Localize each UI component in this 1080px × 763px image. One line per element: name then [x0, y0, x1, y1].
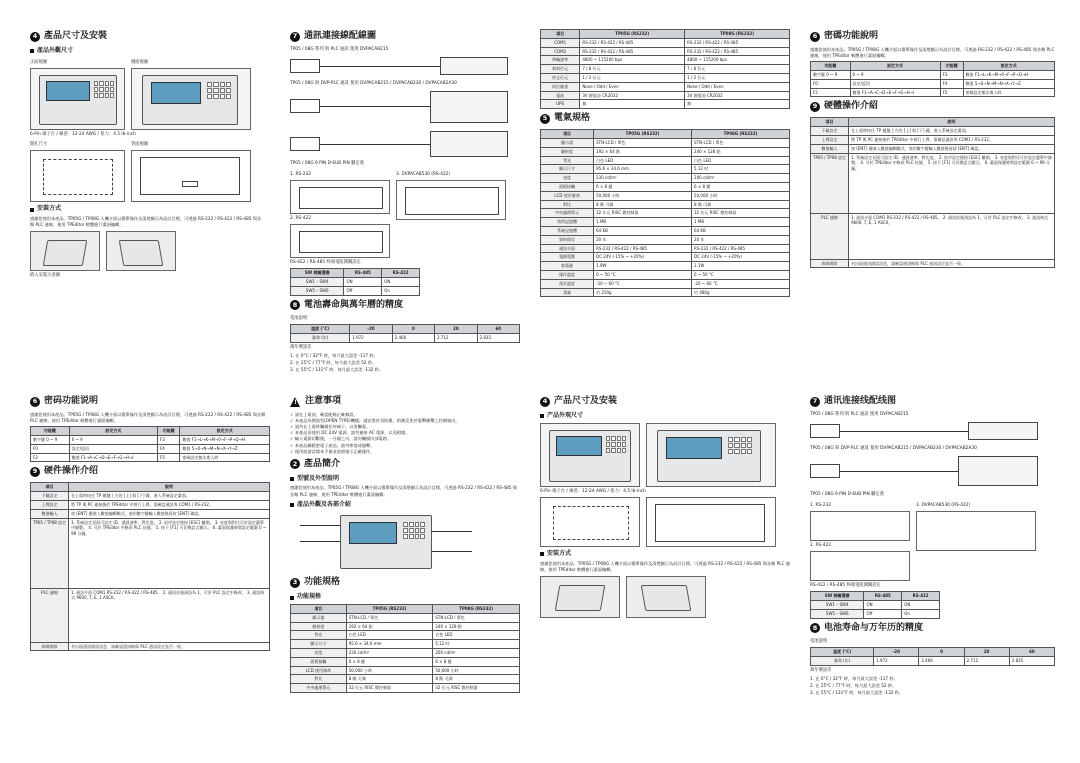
- device-keypad: [94, 81, 114, 98]
- caption: 正面視圖: [30, 59, 48, 65]
- cable-diagram-1: [810, 420, 1040, 444]
- panel-figure: [106, 231, 176, 271]
- list-item: ✓ 請在上電前，確認配線正確無誤。: [290, 412, 358, 418]
- device-outline: [39, 75, 117, 125]
- dim-views-2: [30, 140, 265, 202]
- install-text: 感謝您使用本產品。TP05G / TP08G 人機介面以簡單操作及清楚顯示為設計目標，可透過 RS-232 / RS-422 / RS-485 與各類 PLC 連線，使用 TPEditor 軟體進行畫面編輯。: [30, 216, 262, 228]
- section-heading: 9 硬體操作介紹: [810, 100, 1055, 113]
- section-heading: 6 密碼功能說明: [810, 30, 1055, 43]
- panel-bottom-b: ! 注意事項 ✓ 請在上電前，確認配線正確無誤。 ✓ 本產品為開放型(OPEN TYPE)機種，請安裝於具防塵、防潮及免於電擊衝擊之控制箱內。 ✓ 請勿在上電時觸摸任何端子，以免觸電。 ✓ 本產品須使用 DC 24V 電源，請勿連接 AC 電源，以免損壞。 ✓ 輸入電源切斷後，一分鐘之內，請勿觸摸內部電路。 ✓ 本產品屬精密電子產品，請勿摔落或撞擊。 ✓ 使用前請詳閱本手冊並依照指示正確操作。 2 產品簡介 型號及外型說明 感謝您使用本產品。TP05G / TP08G 人機介面以簡單操作及清楚顯示為設計目標，可透過 RS-232 / RS-422 / RS-485 與各類 PLC 連線，使用 TPEditor 軟體進行畫面編輯。 產品外觀及各部介紹 3 功能規格 功能規格 項目 TP05G (RS232) TP08G (RS232) 顯示器 STN-LCD / 單色 STN-LCD / 單色 解析度 192 × 64 點 240 × 128 點 背光 白色 LED 白色 LED 顯示尺寸 95.6 × 34.6 mm 5.12 吋 亮度 230 cd/m² 200 cd/m² 面板接觸 6 × 8 鍵 6 × 8 鍵 LCD 使用壽命 50,000 小時 50,000 小時 對比 8 階 可調 8 階 可調 中央處理單元 32 位元 RISC 微控制器 32 位元 RISC 微控制器: [290, 392, 520, 757]
- product-parts-figure: [290, 511, 490, 573]
- cable-caption: TP05 / 08G 9 PIN D-SUB PIN 腳定義: [290, 161, 364, 167]
- section-heading: ! 注意事項: [290, 395, 520, 408]
- cable-diagram-2: [810, 454, 1040, 490]
- side-view-drawing: [646, 423, 776, 487]
- section-heading: 4 產品尺寸及安裝: [30, 30, 265, 43]
- hardware-table-b: 項目 說明 下載設定 在上電時按住 TP 鍵盤上方的 [上] 與 [下] 鍵，進入系統設定畫面。 上傳設定 將 TP 與 PC 連接後於 TPEditor 中執行上傳，需確認通訊埠 COM1 / RS-232。 數值輸入 按 [ENT] 鍵進入數值編輯模式，使用數字鍵輸入數值後再按 [ENT] 確認。 TP05 / TP08 設定 1. 系統設定頁面可設定 ID、通訊速率、對比度。 2. 依序設定後按 [ESC] 離開。 3. 亮度與對比可於設定選單中調整。 4. 可於 TPEditor 中修改 PLC 站號。 5. 按下 [F1] 可切換語言顯示。 6. 畫面保護時間設定範圍 0 ~ 99 分鐘。 PLC 連線 1. 通訊介面 COM1 RS-232 / RS-422 / RS-485。 2. 通訊站號預設為 1，可於 PLC 設定中修改。 3. 通訊格式 9600, 7, E, 1 ASCII。 故障排除 若出現通訊錯誤訊息，請確認通訊線與 PLC 通訊設定是否一致。: [30, 482, 270, 651]
- rs232-pinout: [290, 180, 390, 214]
- list-item: ✓ 輸入電源切斷後，一分鐘之內，請勿觸摸內部電路。: [290, 436, 392, 442]
- warning-icon: !: [290, 397, 301, 407]
- cutout-drawing: [540, 497, 640, 547]
- panel-top-c: [540, 27, 790, 337]
- caption: 開孔尺寸: [30, 142, 48, 148]
- panel-top-d: [810, 27, 1055, 337]
- section-heading: 8 電池壽命與萬年曆的精度: [290, 299, 520, 312]
- caption: 背面視圖: [131, 142, 149, 148]
- panel-figure: [626, 576, 706, 618]
- battery-table: 溫度 (°C) -20 0 20 60 壽命 (年) 1.972 2.466 2.712 2.835: [290, 324, 520, 343]
- pinout-diagrams: 1. RS-232 2. RS-422 3. DVPACAB530 (RS-422): [290, 170, 520, 258]
- rs485-pinout: [396, 180, 506, 220]
- section-heading: 2 產品簡介: [290, 458, 520, 471]
- install-figure: [540, 576, 620, 618]
- section-heading: 9 硬件操作介绍: [30, 465, 270, 478]
- function-spec-table: 項目 TP05G (RS232) TP08G (RS232) 顯示器 STN-LCD / 單色 STN-LCD / 單色 解析度 192 × 64 點 240 × 128 點 背光 白色 LED 白色 LED 顯示尺寸 95.6 × 34.6 mm 5.12 吋 亮度 230 cd/m² 200 cd/m² 面板接觸 6 × 8 鍵 6 × 8 鍵 LCD 使用壽命 50,000 小時 50,000 小時 對比 8 階 可調 8 階 可調 中央處理單元 32 位元 RISC 微控制器 32 位元 RISC 微控制器: [290, 604, 520, 693]
- switch-caption: RS-422 / RS-485 終端電阻開關設定: [290, 260, 361, 266]
- list-item: ✓ 請勿在上電時觸摸任何端子，以免觸電。: [290, 424, 371, 430]
- list-item: ✓ 使用前請詳閱本手冊並依照指示正確操作。: [290, 448, 375, 454]
- section-heading: 7 通讯连接线配线图: [810, 395, 1055, 408]
- caption: 側面視圖: [131, 59, 149, 65]
- cable-diagram-2: [290, 89, 510, 127]
- switch-table: SW 開關選擇 RS-485 RS-422 SW1 – SW4 ON ON SW5 – SW6 Off On: [290, 268, 420, 295]
- password-intro: 感謝您使用本產品。TP05G / TP08G 人機介面以簡單操作及清楚顯示為設計目標，可透過 RS-232 / RS-422 / RS-485 與各類 PLC 連線，使用 TPEditor 軟體進行畫面編輯。: [810, 47, 1055, 59]
- rs422-pinout: [290, 224, 390, 258]
- cable-caption: TP05 / 08G 與 DVP-PLC 通訊 使用 DVPACAB215 / DVPACAB230 / DVPACAB2A30: [290, 81, 457, 87]
- subheading: 安裝方式: [30, 205, 265, 214]
- panel-top-b: 7 通訊連接線配線圖 TP05 / 08G 系列 與 PLC 通訊 使用 DVPACAB215 TP05 / 08G 與 DVP-PLC 通訊 使用 DVPACAB215 / DVPACAB230 / DVPACAB2A30 TP05 / 08G 9 PIN D-SUB PIN 腳定義 1. RS-232 2. RS-422 3. DVPACAB530 (RS-422) RS-422 / RS-485 終端電阻開關設定 SW 開關選擇 RS-485 RS-422 SW1 – SW4 ON ON SW5 – SW6 Off On 8 電池壽命與萬年曆的精度 電池說明 溫度 (°C) -20 0 20 60 壽命 (年) 1.972 2.466 2.712 2.835 萬年曆誤差 1. 在 0°C / 32°F 時，每月最大誤差 -117 秒。 2. 在 25°C / 77°F 時，每月最大誤差 52 秒。 3. 在 55°C / 131°F 時，每月最大誤差 -132 秒。: [290, 27, 520, 337]
- password-table-b: 功能鍵 設定方式 功能鍵 設定方式 數字鍵 0 ~ 9 0 ~ 9 F3 數值 F1→L→K→M→0→F→P→Q→H F0 設定/返回 F4 數值 5→0→N→M→N→X→Y→Z F2 數值 F1→A→C→D→E→F→G→H→I F5 密碼設定無法進入時: [30, 426, 270, 462]
- terminal-note: 6-Pin 端子台 / 線徑：12-24 AWG / 扭力：4.5 lb-inch: [30, 131, 136, 137]
- electrical-spec-table: 項目 TP05G (RS232) TP08G (RS232) 顯示器 STN-LCD / 單色 STN-LCD / 單色 解析度 192 × 64 點 240 × 128 點 背光 白色 LED 白色 LED 顯示尺寸 95.6 × 34.6 mm 5.12 吋 亮度 230 cd/m² 200 cd/m² 面板接觸 6 × 8 鍵 6 × 8 鍵 LCD 使用壽命 50,000 小時 50,000 小時 對比 8 階 可調 8 階 可調 中央處理單元 32 位元 RISC 微控制器 32 位元 RISC 微控制器 快閃記憶體 1 MB 1 MB 系統記憶體 64 KB 64 KB 資料保存 20 年 20 年 通訊介面 RS-232 / RS-422 / RS-485 RS-232 / RS-422 / RS-485 電源電壓 DC 24V (-15% ~ +20%) DC 24V (-15% ~ +20%) 耗電量 1.9W 2.1W 操作溫度 0 ~ 50 °C 0 ~ 50 °C 保存溫度 -20 ~ 60 °C -20 ~ 60 °C 重量 約 250g 約 480g: [540, 129, 790, 297]
- back-view-drawing: [646, 497, 776, 547]
- device-screen: [46, 81, 90, 101]
- section-heading: 8 电池寿命与万年历的精度: [810, 622, 1055, 635]
- hardware-table: 項目 說明 下載設定 在上電時按住 TP 鍵盤上方的 [上] 與 [下] 鍵，進入系統設定畫面。 上傳設定 將 TP 與 PC 連接後於 TPEditor 中執行上傳，需確認通訊埠 COM1 / RS-232。 數值輸入 按 [ENT] 鍵進入數值編輯模式，使用數字鍵輸入數值後再按 [ENT] 確認。 TP05 / TP08 設定 1. 系統設定頁面可設定 ID、通訊速率、對比度。 2. 依序設定後按 [ESC] 離開。 3. 亮度與對比可於設定選單中調整。 4. 可於 TPEditor 中修改 PLC 站號。 5. 按下 [F1] 可切換語言顯示。 6. 畫面保護時間設定範圍 0 ~ 99 分鐘。 PLC 連線 1. 通訊介面 COM1 RS-232 / RS-422 / RS-485。 2. 通訊站號預設為 1，可於 PLC 設定中修改。 3. 通訊格式 9600, 7, E, 1 ASCII。 故障排除 若出現通訊錯誤訊息，請確認通訊線與 PLC 通訊設定是否一致。: [810, 117, 1055, 268]
- panel-top-a: [30, 27, 265, 337]
- rs485-pinout: [916, 511, 1036, 551]
- switch-table: SW 開關選擇 RS-485 RS-422 SW1 – SW4 ON ON SW5 – SW6 Off On: [810, 591, 940, 618]
- cutout-drawing: [30, 150, 125, 202]
- dim-views: [30, 58, 265, 130]
- section-heading: 5 電氣規格: [540, 112, 790, 125]
- list-item: ✓ 本產品須使用 DC 24V 電源，請勿連接 AC 電源，以免損壞。: [290, 430, 410, 436]
- cable-diagram-3: [290, 129, 510, 159]
- subheading: 產品外觀尺寸: [30, 47, 265, 56]
- section-heading: 6 密码功能说明: [30, 395, 270, 408]
- section-heading: 4 产品尺寸及安装: [540, 395, 790, 408]
- rs232-pinout: [810, 511, 910, 541]
- battery-table: 溫度 (°C) -20 0 20 60 壽命 (年) 1.972 2.466 2.712 2.835: [810, 647, 1055, 666]
- section-heading: 3 功能規格: [290, 576, 520, 589]
- install-figs: [30, 231, 265, 271]
- rs422-pinout: [810, 551, 910, 581]
- panel-bottom-a: 6 密码功能说明 感謝您使用本產品。TP05G / TP08G 人機介面以簡單操作及清楚顯示為設計目標，可透過 RS-232 / RS-422 / RS-485 與各類 PLC 連線，使用 TPEditor 軟體進行畫面編輯。 功能鍵 設定方式 功能鍵 設定方式 數字鍵 0 ~ 9 0 ~ 9 F3 數值 F1→L→K→M→0→F→P→Q→H F0 設定/返回 F4 數值 5→0→N→M→N→X→Y→Z F2 數值 F1→A→C→D→E→F→G→H→I F5 密碼設定無法進入時 9 硬件操作介绍 項目 說明 下載設定 在上電時按住 TP 鍵盤上方的 [上] 與 [下] 鍵，進入系統設定畫面。 上傳設定 將 TP 與 PC 連接後於 TPEditor 中執行上傳，需確認通訊埠 COM1 / RS-232。 數值輸入 按 [ENT] 鍵進入數值編輯模式，使用數字鍵輸入數值後再按 [ENT] 確認。 TP05 / TP08 設定 1. 系統設定頁面可設定 ID、通訊速率、對比度。 2. 依序設定後按 [ESC] 離開。 3. 亮度與對比可於設定選單中調整。 4. 可於 TPEditor 中修改 PLC 站號。 5. 按下 [F1] 可切換語言顯示。 6. 畫面保護時間設定範圍 0 ~ 99 分鐘。 PLC 連線 1. 通訊介面 COM1 RS-232 / RS-422 / RS-485。 2. 通訊站號預設為 1，可於 PLC 設定中修改。 3. 通訊格式 9600, 7, E, 1 ASCII。 故障排除 若出現通訊錯誤訊息，請確認通訊線與 PLC 通訊設定是否一致。: [30, 392, 270, 757]
- cable-diagram-1: [290, 55, 510, 79]
- front-view-drawing: [540, 423, 640, 487]
- panel-bottom-c: 4 产品尺寸及安装 产品外观尺寸 6-Pin 端子台 / 線徑：12-24 AWG / 扭力：4.5 lb-inch 安装方式 感謝您使用本產品。TP05G / TP08G 人機介面以簡單操作及清楚顯示為設計目標，可透過 RS-232 / RS-422 / RS-485 與各類 PLC 連線，使用 TPEditor 軟體進行畫面編輯。: [540, 392, 790, 757]
- caption: 嵌入安裝示意圖: [30, 273, 61, 279]
- install-figure: [30, 231, 100, 271]
- side-view-drawing: [131, 68, 251, 130]
- cable-caption: TP05 / 08G 系列 與 PLC 通訊 使用 DVPACAB215: [290, 47, 389, 53]
- comm-spec-table: 項目 TP05G (RS232) TP08G (RS232) COM1 RS-232 / RS-422 / RS-485 RS-232 / RS-422 / RS-485 COM2 RS-232 / RS-422 / RS-485 RS-232 / RS-422 / RS-485 傳輸速率 4800 ~ 115200 bps 4800 ~ 115200 bps 資料位元 7 / 8 位元 7 / 8 位元 停止位元 1 / 2 位元 1 / 2 位元 同位檢查 None / Odd / Even None / Odd / Even 電池 3V 鋰電池 CR2032 3V 鋰電池 CR2032 UPS 無 無: [540, 29, 790, 109]
- back-view-drawing: [131, 150, 251, 202]
- section-heading: 7 通訊連接線配線圖: [290, 30, 520, 43]
- password-table: 功能鍵 設定方式 功能鍵 設定方式 數字鍵 0 ~ 9 0 ~ 9 F3 數值 F1→L→K→M→0→F→P→Q→H F0 設定/返回 F4 數值 5→0→N→M→N→X→Y→Z F2 數值 F1→A→C→D→E→F→G→H→I F5 密碼設定無法進入時: [810, 61, 1055, 97]
- front-view-drawing: [30, 68, 125, 130]
- list-item: ✓ 本產品屬精密電子產品，請勿摔落或撞擊。: [290, 442, 375, 448]
- device-outline: [142, 75, 238, 125]
- device-keypad: [207, 82, 231, 99]
- device-screen: [151, 82, 201, 104]
- notes-list: [290, 412, 520, 455]
- list-item: ✓ 本產品為開放型(OPEN TYPE)機種，請安裝於具防塵、防潮及免於電擊衝擊之控制箱內。: [290, 418, 460, 424]
- panel-bottom-d: 7 通讯连接线配线图 TP05 / 08G 系列 與 PLC 通訊 使用 DVPACAB215 TP05 / 08G 與 DVP-PLC 通訊 使用 DVPACAB215 / DVPACAB230 / DVPACAB2A30 TP05 / 08G 9 PIN D-SUB PIN 腳定義 1. RS-232 2. RS-422 3. DVPACAB530 (RS-422) RS-422 / RS-485 終端電阻開關設定 SW 開關選擇 RS-485 RS-422 SW1 – SW4 ON ON SW5 – SW6 Off On 8 电池寿命与万年历的精度 電池說明 溫度 (°C) -20 0 20 60 壽命 (年) 1.972 2.466 2.712 2.835 萬年曆誤差 1. 在 0°C / 32°F 時，每月最大誤差 -117 秒。 2. 在 25°C / 77°F 時，每月最大誤差 52 秒。 3. 在 55°C / 131°F 時，每月最大誤差 -132 秒。: [810, 392, 1055, 757]
